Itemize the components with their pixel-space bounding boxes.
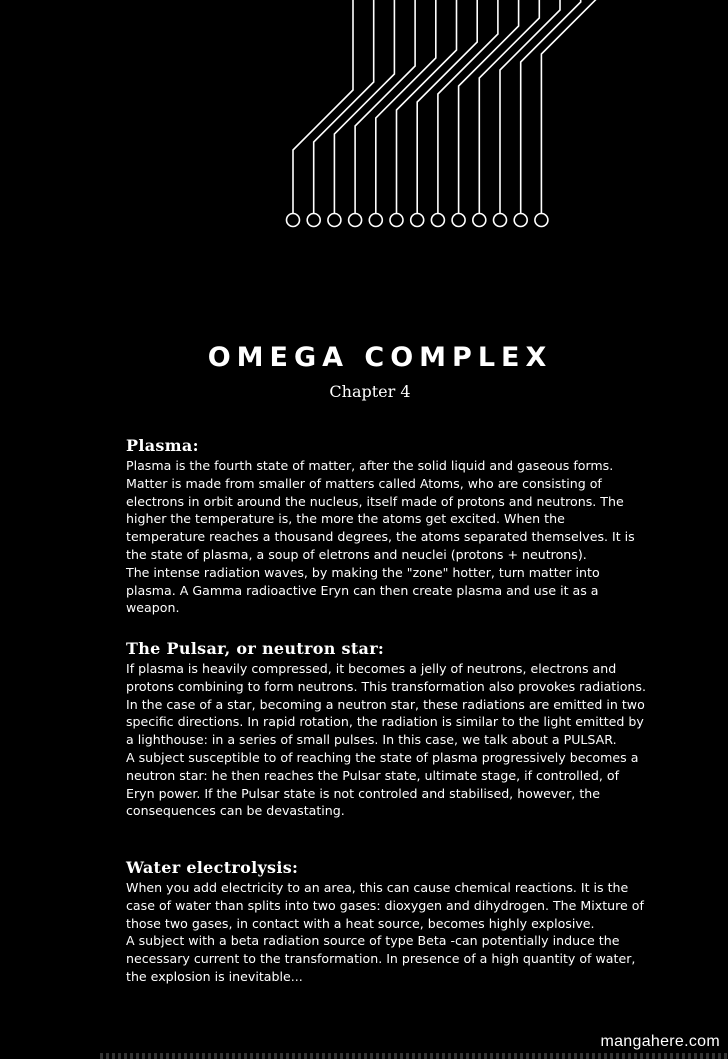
section-heading: Plasma:: [126, 436, 199, 455]
circuit-traces-icon: [0, 0, 728, 240]
section-heading: The Pulsar, or neutron star:: [126, 639, 385, 658]
section-pulsar: [126, 639, 646, 820]
section-paragraph: A subject susceptible to of reaching the state of plasma progressively becomes a neutron star: he then reaches the Pulsar state, ultimate stage, if controlled, of Eryn power. If the Pulsar state is not controled and stabilised, however, the consequences can be devastating.: [126, 749, 639, 819]
circuit-trace: [417, 0, 477, 214]
circuit-trace: [397, 0, 457, 214]
circuit-node-icon: [535, 214, 548, 227]
bottom-scan-strip: [100, 1053, 728, 1059]
circuit-node-icon: [411, 214, 424, 227]
section-paragraph: If plasma is heavily compressed, it becomes a jelly of neutrons, electrons and protons combining to form neutrons. This transformation also provokes radiations. In the case of a star, becoming a neutron star, these radiations are emitted in two specific directions. In rapid rotation, the radiation is similar to the light emitted by a lighthouse: in a series of small pulses. In this case, we talk about a PULSAR.: [126, 661, 646, 748]
circuit-node-icon: [494, 214, 507, 227]
section-paragraph: A subject with a beta radiation source of type Beta -can potentially induce the necessary current to the transformation. In presence of a high quantity of water, the explosion is inevitable...: [126, 933, 636, 984]
circuit-node-icon: [390, 214, 403, 227]
section-paragraph: The intense radiation waves, by making the "zone" hotter, turn matter into plasma. A Gamma radioactive Eryn can then create plasma and use it as a weapon.: [126, 564, 600, 616]
circuit-trace: [438, 0, 498, 214]
section-paragraph: When you add electricity to an area, this can cause chemical reactions. It is the case of water than splits into two gases: dioxygen and dihydrogen. The Mixture of those two gases, in contact with a heat source, becomes highly explosive.: [126, 880, 644, 931]
circuit-trace: [376, 0, 436, 214]
circuit-node-icon: [287, 214, 300, 227]
circuit-trace: [314, 0, 374, 214]
circuit-trace: [334, 0, 394, 214]
circuit-trace: [293, 0, 353, 214]
circuit-node-icon: [369, 214, 382, 227]
chapter-label: Chapter 4: [329, 382, 411, 401]
circuit-node-icon: [514, 214, 527, 227]
section-paragraph: Plasma is the fourth state of matter, after the solid liquid and gaseous forms. Matter is made from smaller of matters called Atoms, who are consisting of electrons in orbit around the nucleus, itself made of protons and neutrons. The higher the temperature is, the more the atoms get excited. When the temperature reaches a thousand degrees, the atoms separated themselves. It is the state of plasma, a soup of eletrons and neuclei (protons + neutrons).: [126, 458, 635, 562]
circuit-node-icon: [307, 214, 320, 227]
circuit-node-icon: [431, 214, 444, 227]
section-plasma: [126, 436, 646, 617]
circuit-node-icon: [473, 214, 486, 227]
circuit-trace: [459, 0, 519, 214]
circuit-node-icon: [328, 214, 341, 227]
section-water-electrolysis: [126, 858, 646, 986]
circuit-trace: [355, 0, 415, 214]
circuit-node-icon: [452, 214, 465, 227]
circuit-trace: [479, 0, 539, 214]
page-title: OMEGA COMPLEX: [207, 342, 553, 373]
circuit-trace: [521, 0, 581, 214]
watermark: mangahere.com: [600, 1033, 720, 1050]
circuit-node-icon: [349, 214, 362, 227]
section-heading: Water electrolysis:: [126, 858, 299, 877]
